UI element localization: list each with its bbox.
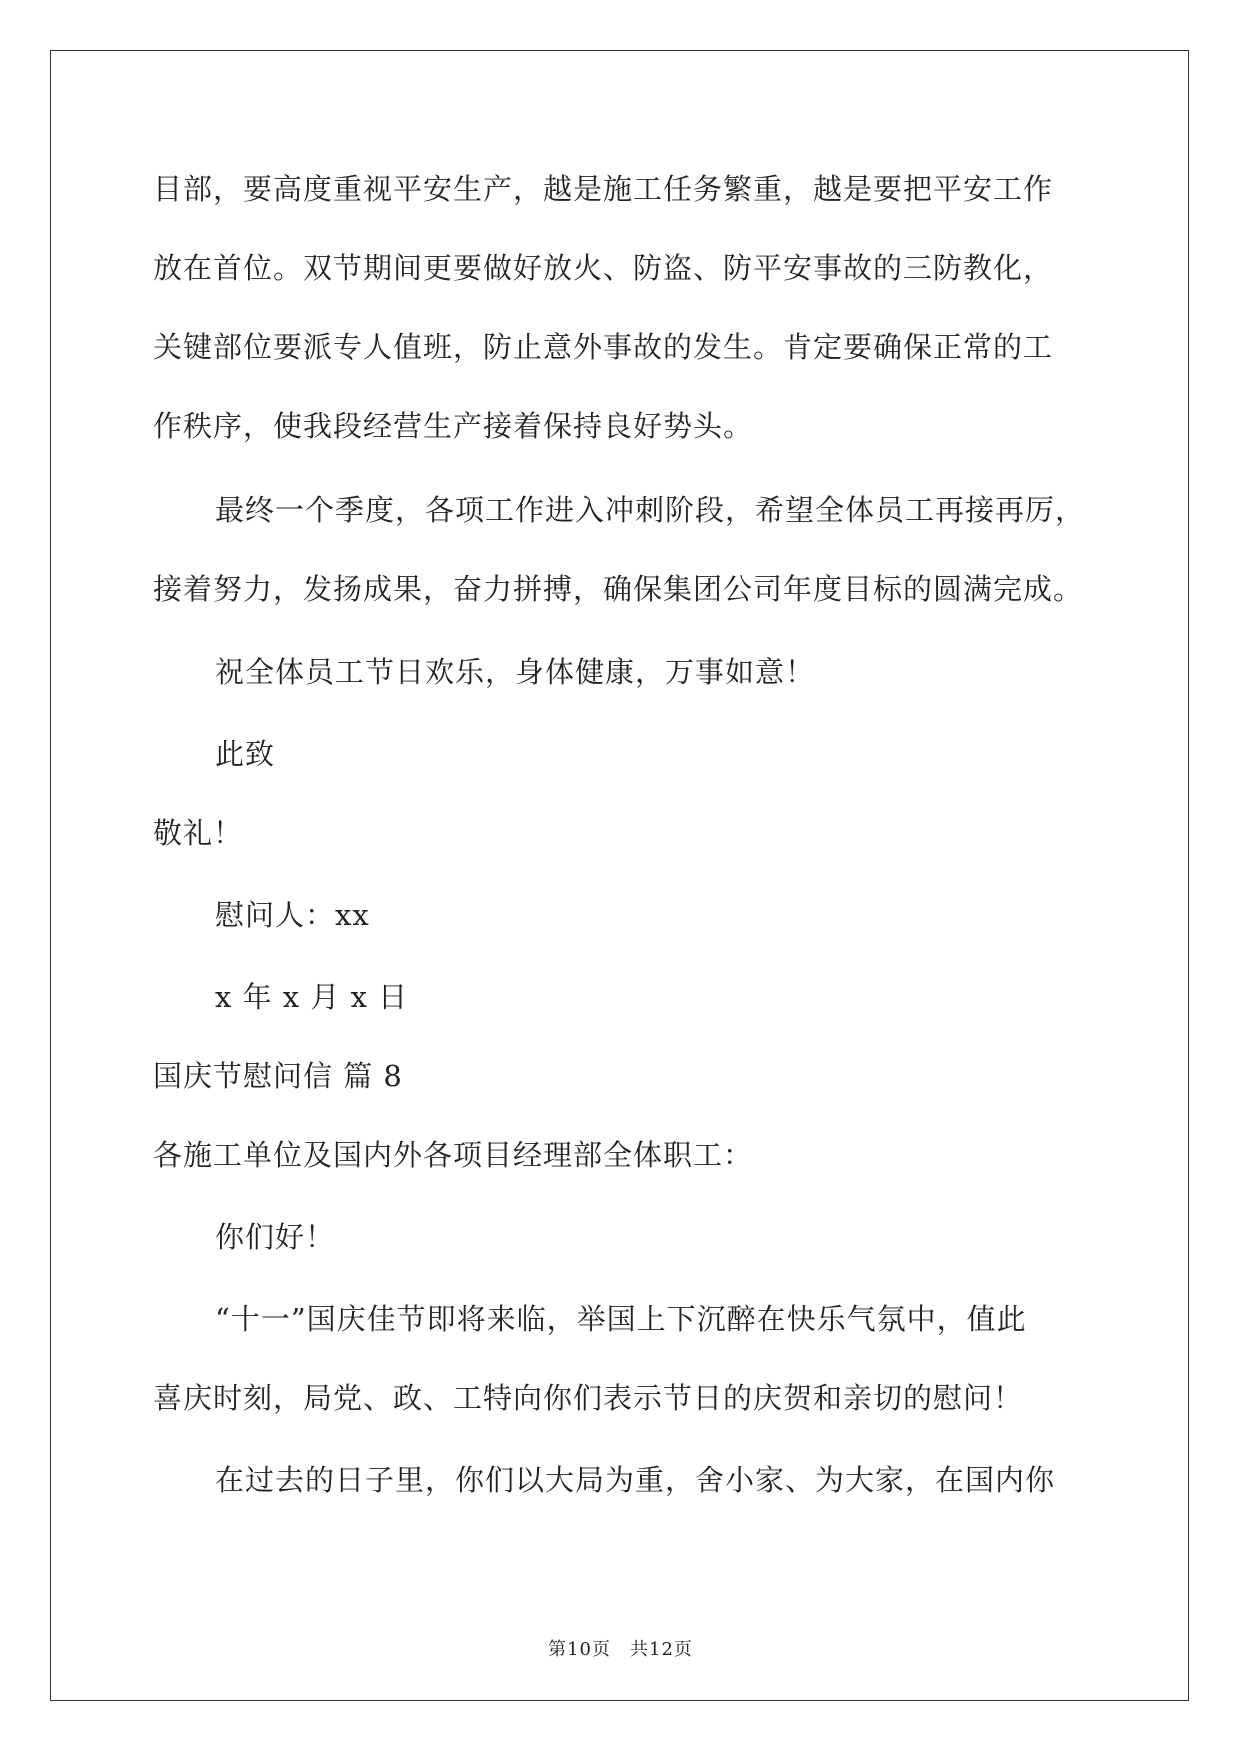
body-line-9: 喜庆时刻，局党、政、工特向你们表示节日的庆贺和亲切的慰问！ [153, 1381, 1024, 1415]
body-line-7: 祝全体员工节日欢乐，身体健康，万事如意！ [215, 655, 816, 689]
body-line-3: 关键部位要派专人值班，防止意外事故的发生。肯定要确保正常的工 [153, 330, 1054, 364]
greeting-line: 你们好！ [215, 1220, 336, 1254]
page-number-footer: 第10页 共12页 [548, 1639, 693, 1660]
body-line-4: 作秩序，使我段经营生产接着保持良好势头。 [153, 409, 754, 443]
body-line-10: 在过去的日子里，你们以大局为重，舍小家、为大家，在国内你 [215, 1463, 1056, 1497]
closing-line: 此致 [215, 737, 276, 771]
body-line-5: 最终一个季度，各项工作进入冲刺阶段，希望全体员工再接再厉， [215, 493, 1086, 527]
body-line-1: 目部，要高度重视平安生产，越是施工任务繁重，越是要把平安工作 [153, 172, 1054, 206]
signer-line: 慰问人：xx [215, 898, 370, 932]
body-line-2: 放在首位。双节期间更要做好放火、防盗、防平安事故的三防教化， [153, 251, 1054, 285]
section-heading: 国庆节慰问信 篇 8 [153, 1059, 403, 1093]
addressee-line: 各施工单位及国内外各项目经理部全体职工： [153, 1138, 754, 1172]
date-line: x 年 x 月 x 日 [215, 980, 409, 1014]
page-frame [50, 50, 1189, 1701]
body-line-6: 接着努力，发扬成果，奋力拼搏，确保集团公司年度目标的圆满完成。 [153, 572, 1084, 606]
salute-line: 敬礼！ [153, 816, 244, 850]
body-line-8: “十一”国庆佳节即将来临，举国上下沉醉在快乐气氛中，值此 [215, 1302, 1027, 1336]
